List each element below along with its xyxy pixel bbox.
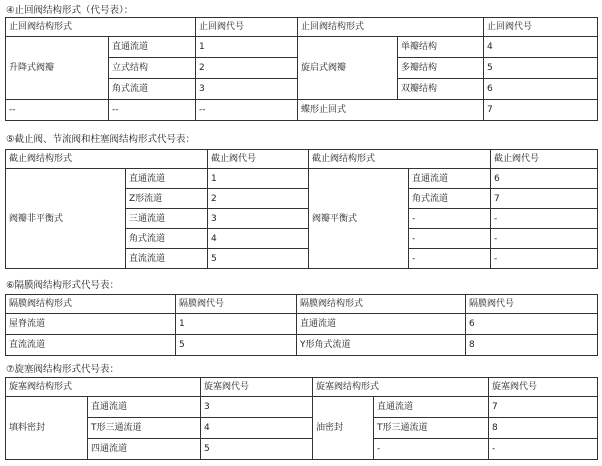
table-cell: 3 bbox=[196, 79, 298, 100]
table-cell: Z形流道 bbox=[126, 189, 208, 209]
table-cell: 6 bbox=[466, 314, 598, 335]
table-cell: 7 bbox=[491, 189, 598, 209]
table-cell: 多瓣结构 bbox=[398, 58, 484, 79]
header-check-code-right: 止回阀代号 bbox=[484, 18, 598, 37]
table-cell: 3 bbox=[208, 209, 309, 229]
table-cell: 屋脊流道 bbox=[6, 314, 176, 335]
table-cell: 8 bbox=[466, 335, 598, 356]
swing-disc-group-cell: 旋启式阀瓣 bbox=[298, 37, 398, 100]
table-cell: 4 bbox=[201, 418, 313, 439]
balanced-disc-group-cell: 阀瓣平衡式 bbox=[309, 169, 409, 269]
lift-disc-group-cell: 升降式阀瓣 bbox=[6, 37, 109, 100]
table-cell: 4 bbox=[484, 37, 598, 58]
globe-valve-section-title: ⑤截止阀、节流阀和柱塞阀结构形式代号表： bbox=[6, 134, 196, 145]
table-cell: 1 bbox=[208, 169, 309, 189]
table-cell: T形三通流道 bbox=[88, 418, 201, 439]
table-cell: 7 bbox=[484, 100, 598, 121]
table-cell: 角式流道 bbox=[109, 79, 196, 100]
header-plug-structure-left: 旋塞阀结构形式 bbox=[6, 378, 201, 397]
table-cell: 直通流道 bbox=[374, 397, 489, 418]
table-cell: 四通流道 bbox=[88, 439, 201, 460]
table-cell: 6 bbox=[491, 169, 598, 189]
table-cell: 直流流道 bbox=[126, 249, 208, 269]
table-cell: Y形角式流道 bbox=[297, 335, 466, 356]
table-cell: 5 bbox=[484, 58, 598, 79]
table-cell: - bbox=[409, 229, 491, 249]
oil-seal-group-cell: 油密封 bbox=[313, 397, 374, 460]
table-cell: 角式流道 bbox=[409, 189, 491, 209]
header-globe-code-left: 截止阀代号 bbox=[208, 150, 309, 169]
table-cell: - bbox=[489, 439, 598, 460]
table-cell: 双瓣结构 bbox=[398, 79, 484, 100]
table-cell: - bbox=[409, 209, 491, 229]
table-cell: T形三通流道 bbox=[374, 418, 489, 439]
table-cell: -- bbox=[6, 100, 109, 121]
table-cell: 直通流道 bbox=[297, 314, 466, 335]
table-cell: 立式结构 bbox=[109, 58, 196, 79]
diaphragm-valve-section-title: ⑥隔膜阀结构形式代号表： bbox=[6, 280, 120, 291]
table-cell: 3 bbox=[201, 397, 313, 418]
table-cell: 直通流道 bbox=[126, 169, 208, 189]
table-cell: 三通流道 bbox=[126, 209, 208, 229]
table-cell: 4 bbox=[208, 229, 309, 249]
table-cell: 直通流道 bbox=[88, 397, 201, 418]
table-cell: 8 bbox=[489, 418, 598, 439]
header-plug-code-right: 旋塞阀代号 bbox=[489, 378, 598, 397]
header-globe-structure-left: 截止阀结构形式 bbox=[6, 150, 208, 169]
table-cell: -- bbox=[109, 100, 196, 121]
table-cell: - bbox=[491, 249, 598, 269]
table-cell: 1 bbox=[196, 37, 298, 58]
check-valve-section-title: ④止回阀结构形式（代号表）： bbox=[6, 5, 134, 16]
table-cell: 7 bbox=[489, 397, 598, 418]
table-cell: 6 bbox=[484, 79, 598, 100]
table-cell: - bbox=[491, 229, 598, 249]
table-cell: 直通流道 bbox=[109, 37, 196, 58]
unbalanced-disc-group-cell: 阀瓣非平衡式 bbox=[6, 169, 126, 269]
header-check-structure-left: 止回阀结构形式 bbox=[6, 18, 196, 37]
table-cell: 1 bbox=[176, 314, 297, 335]
table-cell: -- bbox=[196, 100, 298, 121]
table-cell: 直流流道 bbox=[6, 335, 176, 356]
header-globe-structure-right: 截止阀结构形式 bbox=[309, 150, 491, 169]
table-cell: 2 bbox=[208, 189, 309, 209]
header-diaphragm-structure-left: 隔膜阀结构形式 bbox=[6, 295, 176, 314]
table-cell: 单瓣结构 bbox=[398, 37, 484, 58]
header-diaphragm-code-right: 隔膜阀代号 bbox=[466, 295, 598, 314]
check-valve-table bbox=[5, 17, 598, 121]
table-cell: 2 bbox=[196, 58, 298, 79]
header-plug-code-left: 旋塞阀代号 bbox=[201, 378, 313, 397]
table-cell: 角式流道 bbox=[126, 229, 208, 249]
table-cell: 直通流道 bbox=[409, 169, 491, 189]
diaphragm-valve-table bbox=[5, 294, 598, 356]
globe-valve-table bbox=[5, 149, 598, 269]
table-cell: - bbox=[409, 249, 491, 269]
table-cell: 5 bbox=[176, 335, 297, 356]
table-cell: - bbox=[491, 209, 598, 229]
header-diaphragm-code-left: 隔膜阀代号 bbox=[176, 295, 297, 314]
table-cell: 5 bbox=[201, 439, 313, 460]
table-cell: 5 bbox=[208, 249, 309, 269]
header-diaphragm-structure-right: 隔膜阀结构形式 bbox=[297, 295, 466, 314]
header-check-code-left: 止回阀代号 bbox=[196, 18, 298, 37]
packing-seal-group-cell: 填料密封 bbox=[6, 397, 88, 460]
plug-valve-section-title: ⑦旋塞阀结构形式代号表： bbox=[6, 364, 120, 375]
table-cell: - bbox=[374, 439, 489, 460]
header-check-structure-right: 止回阀结构形式 bbox=[298, 18, 484, 37]
header-globe-code-right: 截止阀代号 bbox=[491, 150, 598, 169]
header-plug-structure-right: 旋塞阀结构形式 bbox=[313, 378, 489, 397]
table-cell: 蝶形止回式 bbox=[298, 100, 484, 121]
plug-valve-table bbox=[5, 377, 598, 460]
